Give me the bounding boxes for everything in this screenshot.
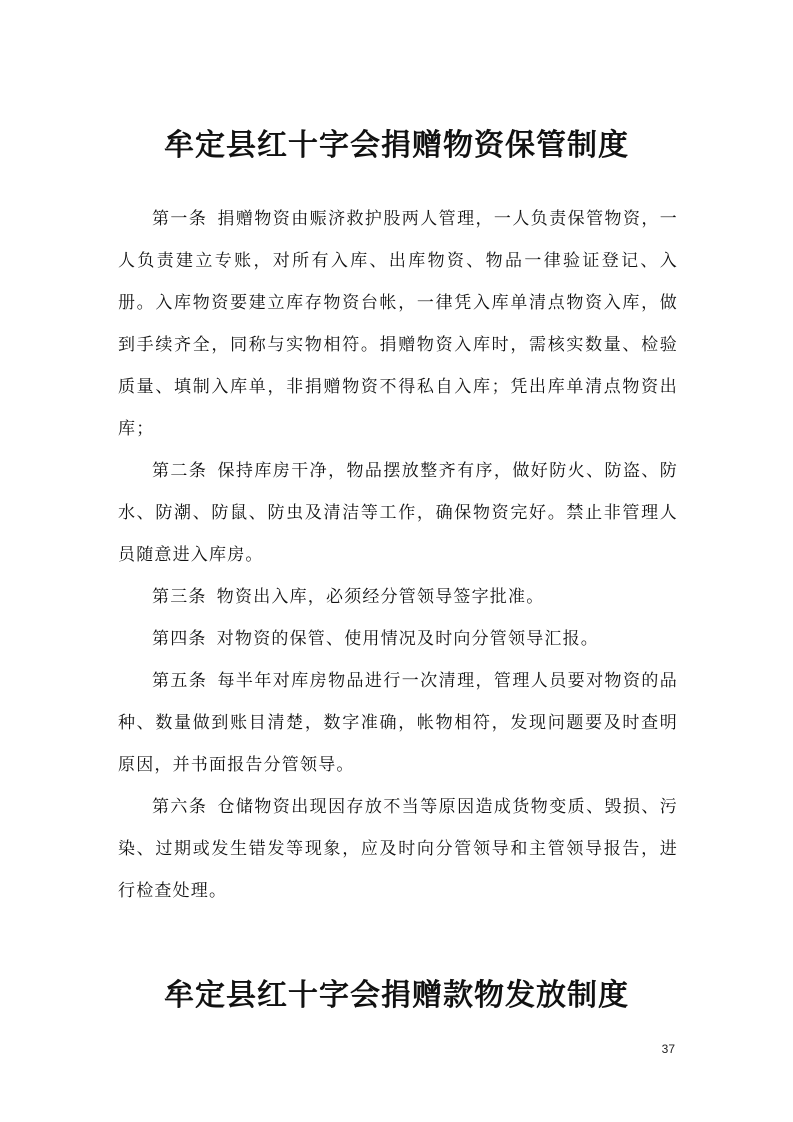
article-text: 捐赠物资由赈济救护股两人管理，一人负责保管物资，一人负责建立专账，对所有入库、出库物资、物品一律验证登记、入册。入库物资要建立库存物资台帐，一律凭入库单清点物资入库，做到手续齐全，同称与实物相符。捐赠物资入库时，需核实数量、检验质量、填制入库单，非捐赠物资不得私自入库；凭出库单清点物资出库； xyxy=(118,209,678,439)
article-6 xyxy=(118,786,678,912)
article-label: 第三条 xyxy=(152,587,207,607)
article-3 xyxy=(118,576,678,618)
article-4 xyxy=(118,618,678,660)
document-body xyxy=(118,198,678,912)
article-label: 第二条 xyxy=(152,461,208,481)
article-2 xyxy=(118,450,678,576)
page-number: 37 xyxy=(661,1042,675,1056)
article-text: 仓储物资出现因存放不当等原因造成货物变质、毁损、污染、过期或发生错发等现象，应及时向分管领导和主管领导报告，进行检查处理。 xyxy=(118,797,678,901)
article-text: 对物资的保管、使用情况及时向分管领导汇报。 xyxy=(216,629,599,649)
article-text: 每半年对库房物品进行一次清理，管理人员要对物资的品种、数量做到账目清楚，数字准确，帐物相符，发现问题要及时查明原因，并书面报告分管领导。 xyxy=(118,671,678,775)
page-title: 牟定县红十字会捐赠物资保管制度 xyxy=(164,128,629,164)
article-5 xyxy=(118,660,678,786)
article-text: 保持库房干净，物品摆放整齐有序，做好防火、防盗、防水、防潮、防鼠、防虫及清洁等工作，确保物资完好。禁止非管理人员随意进入库房。 xyxy=(118,461,678,565)
article-1 xyxy=(118,198,678,450)
article-label: 第五条 xyxy=(152,671,208,691)
article-label: 第一条 xyxy=(152,209,208,229)
article-label: 第六条 xyxy=(152,797,208,817)
article-label: 第四条 xyxy=(152,629,207,649)
article-text: 物资出入库，必须经分管领导签字批准。 xyxy=(216,587,545,607)
next-section-title: 牟定县红十字会捐赠款物发放制度 xyxy=(164,978,629,1014)
